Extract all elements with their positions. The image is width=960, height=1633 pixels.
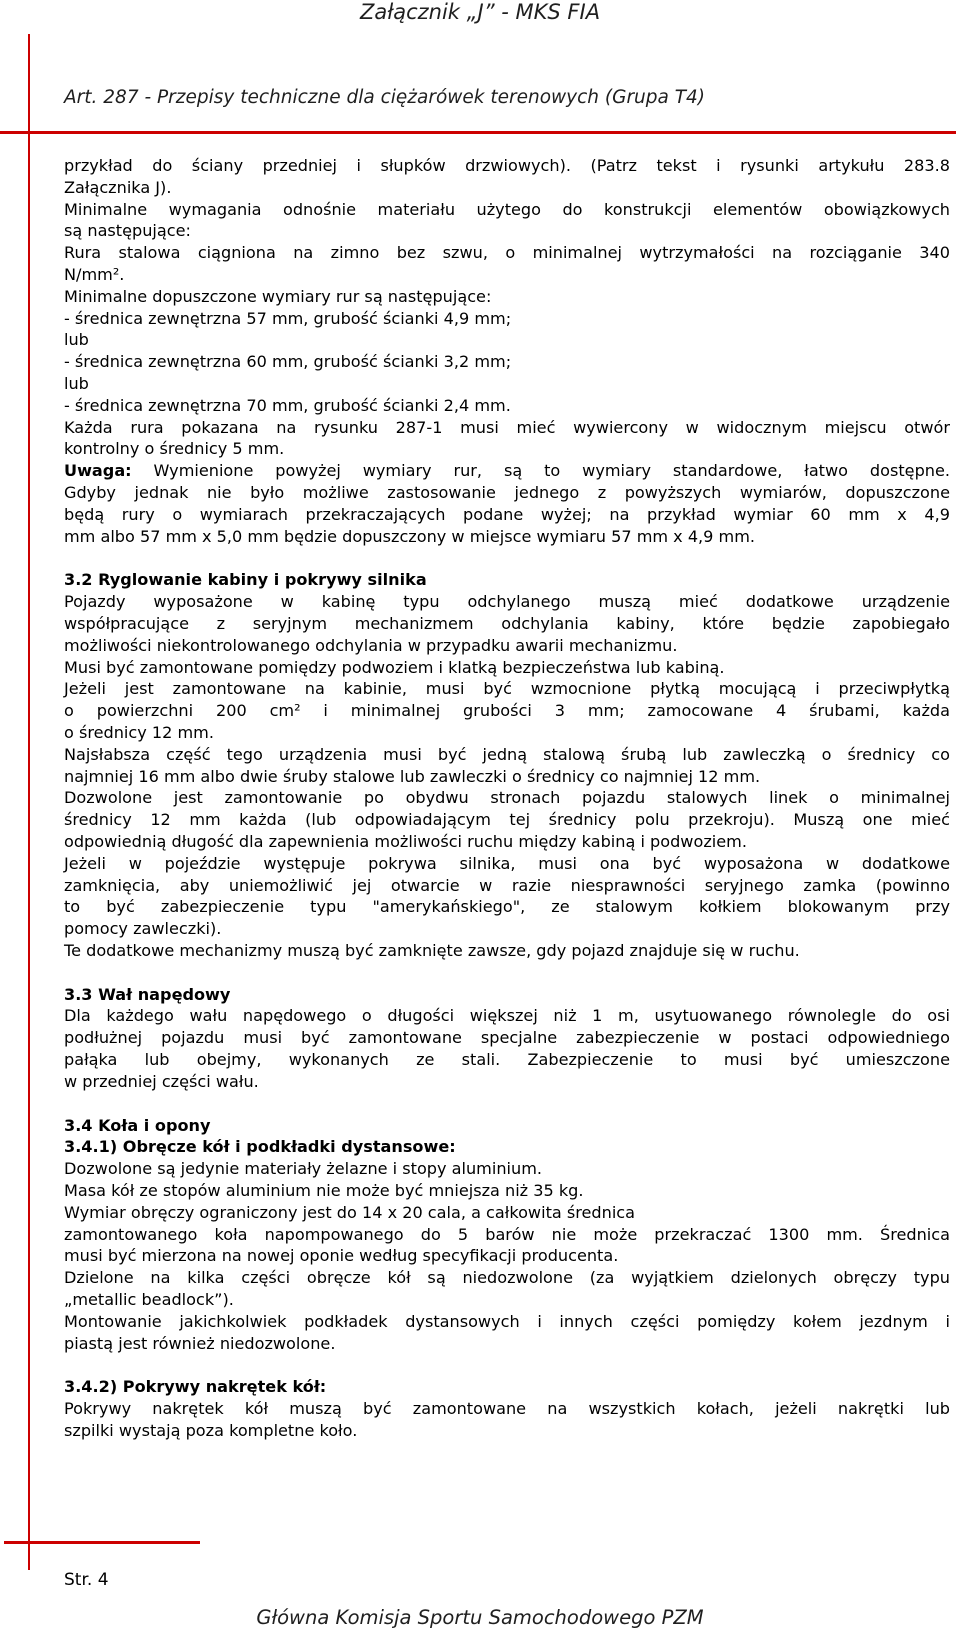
text-line: N/mm².: [64, 264, 125, 284]
text-line: będą rury o wymiarach przekraczających podane wyżej; na przykład wymiar 60 mm x 4,9: [64, 504, 950, 524]
section-heading-3-3: 3.3 Wał napędowy: [64, 984, 231, 1004]
text-line: piastą jest również niedozwolone.: [64, 1333, 336, 1353]
text-line: o średnicy 12 mm.: [64, 722, 214, 742]
text-line: to być zabezpieczenie typu "amerykańskiego", ze stalowym kołkiem blokowanym przy: [64, 897, 950, 917]
list-item: - średnica zewnętrzna 70 mm, grubość ścianki 2,4 mm.: [64, 395, 511, 415]
text-line: Pokrywy nakrętek kół muszą być zamontowane na wszystkich kołach, jeżeli nakrętki lub: [64, 1399, 950, 1419]
note-label: Uwaga:: [64, 461, 132, 481]
paragraph: [64, 155, 950, 199]
text-line: zamontowanego koła napompowanego do 5 barów nie może przekraczać 1300 mm. Średnica: [64, 1224, 950, 1244]
text-line: pomocy zawleczki).: [64, 919, 222, 939]
spacer: [64, 1354, 950, 1376]
footer-rule: [4, 1541, 200, 1544]
text-line: Najsłabsza część tego urządzenia musi być jedną stalową śrubą lub zawleczką o średnicy co: [64, 744, 950, 764]
paragraph: [64, 1005, 950, 1092]
paragraph: [64, 853, 950, 940]
text-line: Wymiar obręczy ograniczony jest do 14 x 20 cala, a całkowita średnica: [64, 1202, 635, 1222]
text-line: średnicy 12 mm każda (lub odpowiadającym tej średnicy polu przekroju). Muszą one mieć: [64, 810, 950, 830]
paragraph: [64, 1267, 950, 1311]
footer-organization: Główna Komisja Sportu Samochodowego PZM: [256, 1606, 704, 1629]
text-line: musi być mierzona na nowej oponie według specyfikacji producenta.: [64, 1246, 619, 1266]
list-item: - średnica zewnętrzna 60 mm, grubość ścianki 3,2 mm;: [64, 352, 512, 372]
left-margin-rule: [28, 34, 30, 1570]
text-line: współpracujące z seryjnym mechanizmem odchylania kabiny, które będzie zapobiegało: [64, 613, 950, 633]
spacer: [64, 962, 950, 984]
text-line: podłużnej pojazdu musi być zamontowane specjalne zabezpieczenie w postaci odpowiedniego: [64, 1028, 950, 1048]
text-line: zamknięcia, aby uniemożliwić jej otwarcie w razie niesprawności seryjnego zamka (powinno: [64, 875, 950, 895]
text-line: mm albo 57 mm x 5,0 mm będzie dopuszczony w miejsce wymiaru 57 mm x 4,9 mm.: [64, 526, 755, 546]
text-line: Każda rura pokazana na rysunku 287-1 musi mieć wywiercony w widocznym miejscu otwór: [64, 417, 950, 437]
paragraph: [64, 1202, 950, 1267]
paragraph: [64, 1398, 950, 1442]
list-item: lub: [64, 373, 89, 393]
list-item: lub: [64, 330, 89, 350]
text-line: są następujące:: [64, 221, 191, 241]
text-line: pałąka lub obejmy, wykonanych ze stali. Zabezpieczenie to musi być umieszczone: [64, 1050, 950, 1070]
text-line: [64, 460, 950, 482]
annex-title: Załącznik „J” - MKS FIA: [359, 0, 601, 24]
text-line: o powierzchni 200 cm² i minimalnej grubości 3 mm; zamocowane 4 śrubami, każda: [64, 701, 950, 721]
text-line: Minimalne wymagania odnośnie materiału użytego do konstrukcji elementów obowiązkowych: [64, 199, 950, 219]
section-heading-3-2: 3.2 Ryglowanie kabiny i pokrywy silnika: [64, 570, 427, 590]
paragraph: [64, 1311, 950, 1355]
paragraph: [64, 787, 950, 852]
text-line: Montowanie jakichkolwiek podkładek dystansowych i innych części pomiędzy kołem jezdnym i: [64, 1311, 950, 1331]
list-item: - średnica zewnętrzna 57 mm, grubość ścianki 4,9 mm;: [64, 308, 512, 328]
text-line: najmniej 16 mm albo dwie śruby stalowe lub zawleczki o średnicy co najmniej 12 mm.: [64, 766, 761, 786]
text-line: kontrolny o średnicy 5 mm.: [64, 439, 285, 459]
paragraph: Te dodatkowe mechanizmy muszą być zamknięte zawsze, gdy pojazd znajduje się w ruchu.: [64, 940, 800, 960]
note-paragraph: [64, 460, 950, 547]
text-line: w przedniej części wału.: [64, 1071, 259, 1091]
note-text: Wymienione powyżej wymiary rur, są to wymiary standardowe, łatwo dostępne.: [131, 461, 950, 481]
document-body: [64, 155, 950, 1442]
spacer: [64, 547, 950, 569]
text-line: odpowiednią długość dla zapewnienia możliwości ruchu między kabiną i podwoziem.: [64, 831, 747, 851]
subsection-heading-3-4-2: 3.4.2) Pokrywy nakrętek kół:: [64, 1377, 327, 1397]
text-line: szpilki wystają poza kompletne koło.: [64, 1421, 358, 1441]
paragraph: [64, 744, 950, 788]
spacer: [64, 1093, 950, 1115]
paragraph: Masa kół ze stopów aluminium nie może być mniejsza niż 35 kg.: [64, 1181, 584, 1201]
text-line: Dla każdego wału napędowego o długości większej niż 1 m, usytuowanego równolegle do osi: [64, 1006, 950, 1026]
text-line: Rura stalowa ciągniona na zimno bez szwu, o minimalnej wytrzymałości na rozciąganie 340: [64, 243, 950, 263]
header-rule: [0, 131, 956, 134]
paragraph: [64, 199, 950, 243]
paragraph: [64, 591, 950, 656]
paragraph: [64, 417, 950, 461]
text-line: Dozwolone jest zamontowanie po obydwu stronach pojazdu stalowych linek o minimalnej: [64, 788, 950, 808]
dimension-list: [64, 308, 950, 417]
article-title: Art. 287 - Przepisy techniczne dla ciężarówek terenowych (Grupa T4): [64, 87, 706, 108]
text-line: Jeżeli w pojeździe występuje pokrywa silnika, musi ona być wyposażona w dodatkowe: [64, 853, 950, 873]
paragraph: [64, 242, 950, 286]
page-number: Str. 4: [64, 1570, 109, 1590]
text-line: Dzielone na kilka części obręcze kół są niedozwolone (za wyjątkiem dzielonych obręczy typu: [64, 1268, 950, 1288]
text-line: Pojazdy wyposażone w kabinę typu odchylanego muszą mieć dodatkowe urządzenie: [64, 592, 950, 612]
text-line: możliwości niekontrolowanego odchylania w przypadku awarii mechanizmu.: [64, 635, 678, 655]
text-line: Gdyby jednak nie było możliwe zastosowanie jednego z powyższych wymiarów, dopuszczone: [64, 482, 950, 502]
paragraph: Dozwolone są jedynie materiały żelazne i stopy aluminium.: [64, 1159, 542, 1179]
paragraph: Musi być zamontowane pomiędzy podwoziem i klatką bezpieczeństwa lub kabiną.: [64, 657, 725, 677]
text-line: Załącznika J).: [64, 177, 172, 197]
text-line: Jeżeli jest zamontowane na kabinie, musi być wzmocnione płytką mocującą i przeciwpłytką: [64, 679, 950, 699]
text-line: „metallic beadlock”).: [64, 1290, 234, 1310]
text-line: przykład do ściany przedniej i słupków drzwiowych). (Patrz tekst i rysunki artykułu 283.8: [64, 156, 950, 175]
paragraph: Minimalne dopuszczone wymiary rur są następujące:: [64, 286, 492, 306]
subsection-heading-3-4-1: 3.4.1) Obręcze kół i podkładki dystansowe:: [64, 1137, 456, 1157]
section-heading-3-4: 3.4 Koła i opony: [64, 1115, 211, 1135]
paragraph: [64, 678, 950, 743]
